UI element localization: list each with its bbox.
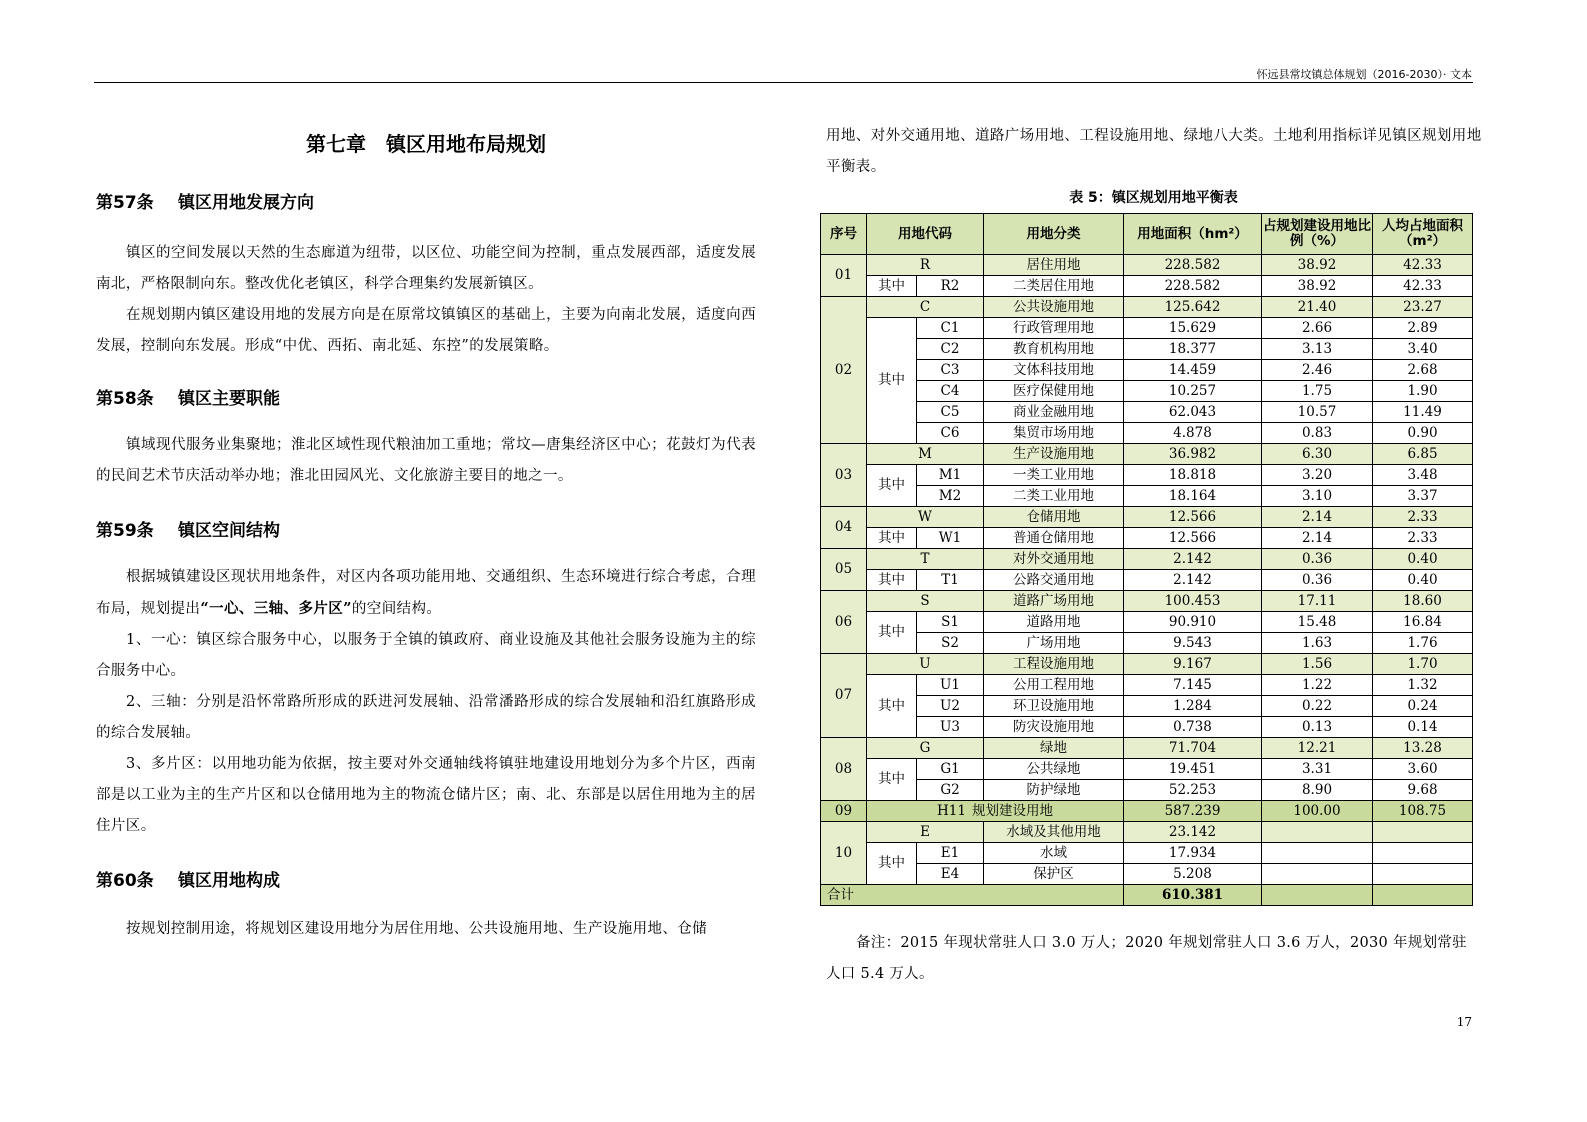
table-cell: 普通仓储用地 — [984, 528, 1124, 549]
table-cell: E1 — [917, 843, 984, 864]
paragraph: 镇区的空间发展以天然的生态廊道为纽带，以区位、功能空间为控制，重点发展西部，适度发展南北，严格限制向东。整改优化老镇区，科学合理集约发展新镇区。 — [96, 245, 756, 292]
table-row — [821, 759, 1473, 780]
table-row — [821, 717, 1473, 738]
table-cell: 610.381 — [1124, 885, 1262, 906]
table-row — [821, 675, 1473, 696]
table-cell: T1 — [917, 570, 984, 591]
table-cell: 07 — [821, 654, 867, 738]
table-cell: 广场用地 — [984, 633, 1124, 654]
table-cell: 二类工业用地 — [984, 486, 1124, 507]
table-cell: 17.11 — [1262, 591, 1373, 612]
table-cell: G1 — [917, 759, 984, 780]
table-cell: 2.89 — [1373, 318, 1473, 339]
table-cell: 06 — [821, 591, 867, 654]
table-cell: 62.043 — [1124, 402, 1262, 423]
table-cell: C3 — [917, 360, 984, 381]
table-cell: C6 — [917, 423, 984, 444]
table-cell: E4 — [917, 864, 984, 885]
table-cell: C5 — [917, 402, 984, 423]
table-caption: 表 5：镇区规划用地平衡表 — [1069, 190, 1238, 206]
article-number: 第57条 — [96, 193, 154, 213]
table-cell: 其中 — [867, 759, 917, 801]
table-row — [821, 381, 1473, 402]
table-cell — [1373, 864, 1473, 885]
paragraph: 3、多片区：以用地功能为依据，按主要对外交通轴线将镇驻地建设用地划分为多个片区，西南部是以工业为主的生产片区和以仓储用地为主的物流仓储片区；南、北、东部是以居住用地为主的居住片区。 — [96, 756, 756, 834]
table-cell: 42.33 — [1373, 255, 1473, 276]
table-row — [821, 738, 1473, 759]
table-cell: 1.70 — [1373, 654, 1473, 675]
table-row — [821, 465, 1473, 486]
table-cell: S — [867, 591, 984, 612]
table-cell — [1373, 822, 1473, 843]
left-column — [96, 128, 756, 945]
paragraph: 按规划控制用途，将规划区建设用地分为居住用地、公共设施用地、生产设施用地、仓储 — [126, 921, 708, 937]
paragraph: 镇域现代服务业集聚地；淮北区域性现代粮油加工重地；常坟—唐集经济区中心；花鼓灯为代表的民间艺术节庆活动举办地；淮北田园风光、文化旅游主要目的地之一。 — [96, 437, 756, 484]
table-cell: 8.90 — [1262, 780, 1373, 801]
table-cell: 2.142 — [1124, 570, 1262, 591]
table-cell: 52.253 — [1124, 780, 1262, 801]
table-cell: G — [867, 738, 984, 759]
table-cell: R2 — [917, 276, 984, 297]
table-cell: 10 — [821, 822, 867, 885]
table-cell: M1 — [917, 465, 984, 486]
table-cell: 水域及其他用地 — [984, 822, 1124, 843]
article-title: 镇区用地发展方向 — [178, 193, 314, 213]
table-cell: 02 — [821, 297, 867, 444]
table-cell: 11.49 — [1373, 402, 1473, 423]
table-cell: 2.14 — [1262, 507, 1373, 528]
table-header-row — [821, 214, 1473, 255]
table-cell: 0.83 — [1262, 423, 1373, 444]
table-cell: 其中 — [867, 276, 917, 297]
table-cell: 0.90 — [1373, 423, 1473, 444]
table-cell: 0.40 — [1373, 570, 1473, 591]
table-cell: 3.13 — [1262, 339, 1373, 360]
table-cell: 38.92 — [1262, 255, 1373, 276]
table-cell: 12.566 — [1124, 528, 1262, 549]
table-cell: H11 规划建设用地 — [867, 801, 1124, 822]
page-number: 17 — [1456, 1015, 1472, 1029]
table-cell: 居住用地 — [984, 255, 1124, 276]
table-cell: 14.459 — [1124, 360, 1262, 381]
bold-phrase: “一心、三轴、多片区” — [200, 600, 352, 617]
table-cell: 08 — [821, 738, 867, 801]
table-cell: 0.40 — [1373, 549, 1473, 570]
paragraph: 1、一心：镇区综合服务中心，以服务于全镇的镇政府、商业设施及其他社会服务设施为主的综合服务中心。 — [96, 632, 756, 679]
table-cell: 23.27 — [1373, 297, 1473, 318]
table-cell: 2.142 — [1124, 549, 1262, 570]
table-cell — [1262, 822, 1373, 843]
table-cell: 228.582 — [1124, 276, 1262, 297]
table-cell: 医疗保健用地 — [984, 381, 1124, 402]
table-cell: E — [867, 822, 984, 843]
table-cell: 3.48 — [1373, 465, 1473, 486]
table-cell: 3.60 — [1373, 759, 1473, 780]
table-cell: 09 — [821, 801, 867, 822]
table-cell: U3 — [917, 717, 984, 738]
table-cell: 90.910 — [1124, 612, 1262, 633]
table-cell: R — [867, 255, 984, 276]
table-cell: 100.453 — [1124, 591, 1262, 612]
table-cell: 12.566 — [1124, 507, 1262, 528]
table-row — [821, 444, 1473, 465]
table-cell: 42.33 — [1373, 276, 1473, 297]
table-cell: 1.22 — [1262, 675, 1373, 696]
table-cell: W — [867, 507, 984, 528]
header-cell: 占规划建设用地比例（%） — [1262, 214, 1373, 255]
article-number: 第58条 — [96, 389, 154, 409]
table-cell: 防灾设施用地 — [984, 717, 1124, 738]
table-row — [821, 822, 1473, 843]
article-heading-57 — [96, 188, 756, 214]
table-cell: 教育机构用地 — [984, 339, 1124, 360]
table-cell: 3.40 — [1373, 339, 1473, 360]
table-cell — [1262, 864, 1373, 885]
table-cell: 1.56 — [1262, 654, 1373, 675]
right-column — [826, 121, 1486, 211]
table-cell: 0.36 — [1262, 570, 1373, 591]
table-cell: 保护区 — [984, 864, 1124, 885]
table-cell: 0.22 — [1262, 696, 1373, 717]
table-cell: 公用工程用地 — [984, 675, 1124, 696]
header-rule — [94, 82, 1473, 83]
table-cell: 仓储用地 — [984, 507, 1124, 528]
table-cell: 0.13 — [1262, 717, 1373, 738]
table-row — [821, 801, 1473, 822]
table-cell: 03 — [821, 444, 867, 507]
header-cell: 用地代码 — [867, 214, 984, 255]
table-cell: 13.28 — [1373, 738, 1473, 759]
table-cell: 2.14 — [1262, 528, 1373, 549]
table-cell: 集贸市场用地 — [984, 423, 1124, 444]
table-row — [821, 318, 1473, 339]
table-cell: 10.257 — [1124, 381, 1262, 402]
article-number: 第59条 — [96, 521, 154, 541]
table-row — [821, 696, 1473, 717]
table-cell: 9.167 — [1124, 654, 1262, 675]
table-cell: C1 — [917, 318, 984, 339]
table-cell: 0.738 — [1124, 717, 1262, 738]
table-cell: 15.629 — [1124, 318, 1262, 339]
table-cell: 对外交通用地 — [984, 549, 1124, 570]
header-cell: 用地面积（hm²） — [1124, 214, 1262, 255]
table-cell: 6.85 — [1373, 444, 1473, 465]
table-row — [821, 255, 1473, 276]
table-cell: 23.142 — [1124, 822, 1262, 843]
table-cell: S2 — [917, 633, 984, 654]
paragraph: 2、三轴：分别是沿怀常路所形成的跃进河发展轴、沿常潘路形成的综合发展轴和沿红旗路形成的综合发展轴。 — [96, 694, 756, 741]
table-cell: 道路广场用地 — [984, 591, 1124, 612]
table-cell: 01 — [821, 255, 867, 297]
table-cell: 6.30 — [1262, 444, 1373, 465]
table-row — [821, 843, 1473, 864]
table-cell: T — [867, 549, 984, 570]
table-cell: 587.239 — [1124, 801, 1262, 822]
table-cell: 3.31 — [1262, 759, 1373, 780]
table-cell: 04 — [821, 507, 867, 549]
table-cell: C4 — [917, 381, 984, 402]
table-row — [821, 864, 1473, 885]
table-cell: 9.543 — [1124, 633, 1262, 654]
table-cell: 5.208 — [1124, 864, 1262, 885]
table-cell: 公共绿地 — [984, 759, 1124, 780]
table-cell: 2.33 — [1373, 528, 1473, 549]
article-heading-58 — [96, 384, 756, 410]
table-cell: C2 — [917, 339, 984, 360]
table-cell: 合计 — [821, 885, 1124, 906]
table-cell: 水域 — [984, 843, 1124, 864]
table-cell: 其中 — [867, 843, 917, 885]
table-cell: 0.36 — [1262, 549, 1373, 570]
table-cell: 防护绿地 — [984, 780, 1124, 801]
table-cell: 其中 — [867, 570, 917, 591]
table-cell: 生产设施用地 — [984, 444, 1124, 465]
table-cell: 环卫设施用地 — [984, 696, 1124, 717]
table-row — [821, 276, 1473, 297]
table-cell: M2 — [917, 486, 984, 507]
table-cell: 1.90 — [1373, 381, 1473, 402]
table-cell: 1.284 — [1124, 696, 1262, 717]
table-cell: 16.84 — [1373, 612, 1473, 633]
table-cell: 3.10 — [1262, 486, 1373, 507]
table-cell: 18.60 — [1373, 591, 1473, 612]
table-cell: 2.46 — [1262, 360, 1373, 381]
table-cell: 12.21 — [1262, 738, 1373, 759]
article-heading-60 — [96, 866, 756, 892]
header-cell: 用地分类 — [984, 214, 1124, 255]
table-cell: 行政管理用地 — [984, 318, 1124, 339]
table-cell: 2.66 — [1262, 318, 1373, 339]
table-cell: 05 — [821, 549, 867, 591]
table-cell: 其中 — [867, 528, 917, 549]
table-cell: U — [867, 654, 984, 675]
table-cell — [1373, 843, 1473, 864]
table-row — [821, 423, 1473, 444]
table-cell: 绿地 — [984, 738, 1124, 759]
chapter-title: 第七章 镇区用地布局规划 — [306, 132, 546, 156]
table-cell: 21.40 — [1262, 297, 1373, 318]
table-cell: 其中 — [867, 318, 917, 444]
table-row — [821, 339, 1473, 360]
table-cell: 7.145 — [1124, 675, 1262, 696]
table-cell: 36.982 — [1124, 444, 1262, 465]
table-cell: M — [867, 444, 984, 465]
table-cell: U2 — [917, 696, 984, 717]
table-cell: 2.68 — [1373, 360, 1473, 381]
article-number: 第60条 — [96, 871, 154, 891]
table-row — [821, 570, 1473, 591]
table-cell: 9.68 — [1373, 780, 1473, 801]
table-cell: 3.20 — [1262, 465, 1373, 486]
article-title: 镇区主要职能 — [178, 389, 280, 409]
table-cell: 38.92 — [1262, 276, 1373, 297]
article-title: 镇区用地构成 — [178, 871, 280, 891]
table-cell: 3.37 — [1373, 486, 1473, 507]
table-cell: 公共设施用地 — [984, 297, 1124, 318]
table-cell: 18.164 — [1124, 486, 1262, 507]
table-cell: 18.818 — [1124, 465, 1262, 486]
table-cell — [1373, 885, 1473, 906]
table-cell: 228.582 — [1124, 255, 1262, 276]
table-cell: 1.75 — [1262, 381, 1373, 402]
table-cell: C — [867, 297, 984, 318]
running-header: 怀远县常坟镇总体规划（2016-2030）· 文本 — [1256, 68, 1472, 81]
table-row — [821, 528, 1473, 549]
table-row — [821, 507, 1473, 528]
table-cell: 100.00 — [1262, 801, 1373, 822]
article-title: 镇区空间结构 — [178, 521, 280, 541]
table-cell: 1.32 — [1373, 675, 1473, 696]
table-cell: 71.704 — [1124, 738, 1262, 759]
table-cell: 1.76 — [1373, 633, 1473, 654]
table-cell: 125.642 — [1124, 297, 1262, 318]
table-row — [821, 654, 1473, 675]
table-cell — [1262, 885, 1373, 906]
table-cell: 文体科技用地 — [984, 360, 1124, 381]
table-cell: S1 — [917, 612, 984, 633]
table-cell: G2 — [917, 780, 984, 801]
table-cell: 19.451 — [1124, 759, 1262, 780]
table-note: 备注：2015 年现状常驻人口 3.0 万人；2020 年规划常驻人口 3.6 万人，2030 年规划常驻人口 5.4 万人。 — [826, 935, 1467, 982]
table-cell: W1 — [917, 528, 984, 549]
header-cell: 人均占地面积（m²） — [1373, 214, 1473, 255]
table-cell: U1 — [917, 675, 984, 696]
table-row — [821, 885, 1473, 906]
table-cell: 1.63 — [1262, 633, 1373, 654]
table-cell: 4.878 — [1124, 423, 1262, 444]
table-cell: 2.33 — [1373, 507, 1473, 528]
table-cell: 0.14 — [1373, 717, 1473, 738]
table-cell: 工程设施用地 — [984, 654, 1124, 675]
table-cell: 其中 — [867, 675, 917, 738]
table-row — [821, 360, 1473, 381]
paragraph: 在规划期内镇区建设用地的发展方向是在原常坟镇镇区的基础上，主要为向南北发展，适度向西发展，控制向东发展。形成“中优、西拓、南北延、东控”的发展策略。 — [96, 307, 756, 354]
table-row — [821, 591, 1473, 612]
header-cell: 序号 — [821, 214, 867, 255]
table-cell: 公路交通用地 — [984, 570, 1124, 591]
table-cell: 18.377 — [1124, 339, 1262, 360]
table-row — [821, 780, 1473, 801]
table-row — [821, 402, 1473, 423]
table-cell: 道路用地 — [984, 612, 1124, 633]
paragraph: 根据城镇建设区现状用地条件，对区内各项功能用地、交通组织、生态环境进行综合考虑，合理布局，规划提出“一心、三轴、多片区”的空间结构。 — [96, 569, 756, 617]
table-cell: 其中 — [867, 465, 917, 507]
table-cell: 商业金融用地 — [984, 402, 1124, 423]
table-row — [821, 549, 1473, 570]
table-cell: 15.48 — [1262, 612, 1373, 633]
table-row — [821, 612, 1473, 633]
table-cell: 二类居住用地 — [984, 276, 1124, 297]
article-heading-59 — [96, 516, 756, 542]
table-cell: 108.75 — [1373, 801, 1473, 822]
table-cell — [1262, 843, 1373, 864]
table-row — [821, 486, 1473, 507]
table-cell: 0.24 — [1373, 696, 1473, 717]
table-row — [821, 297, 1473, 318]
table-cell: 10.57 — [1262, 402, 1373, 423]
table-row — [821, 633, 1473, 654]
table-cell: 其中 — [867, 612, 917, 654]
table-cell: 17.934 — [1124, 843, 1262, 864]
land-balance-table — [820, 213, 1473, 906]
table-cell: 一类工业用地 — [984, 465, 1124, 486]
paragraph-continued: 用地、对外交通用地、道路广场用地、工程设施用地、绿地八大类。土地利用指标详见镇区规划用地平衡表。 — [826, 128, 1482, 175]
